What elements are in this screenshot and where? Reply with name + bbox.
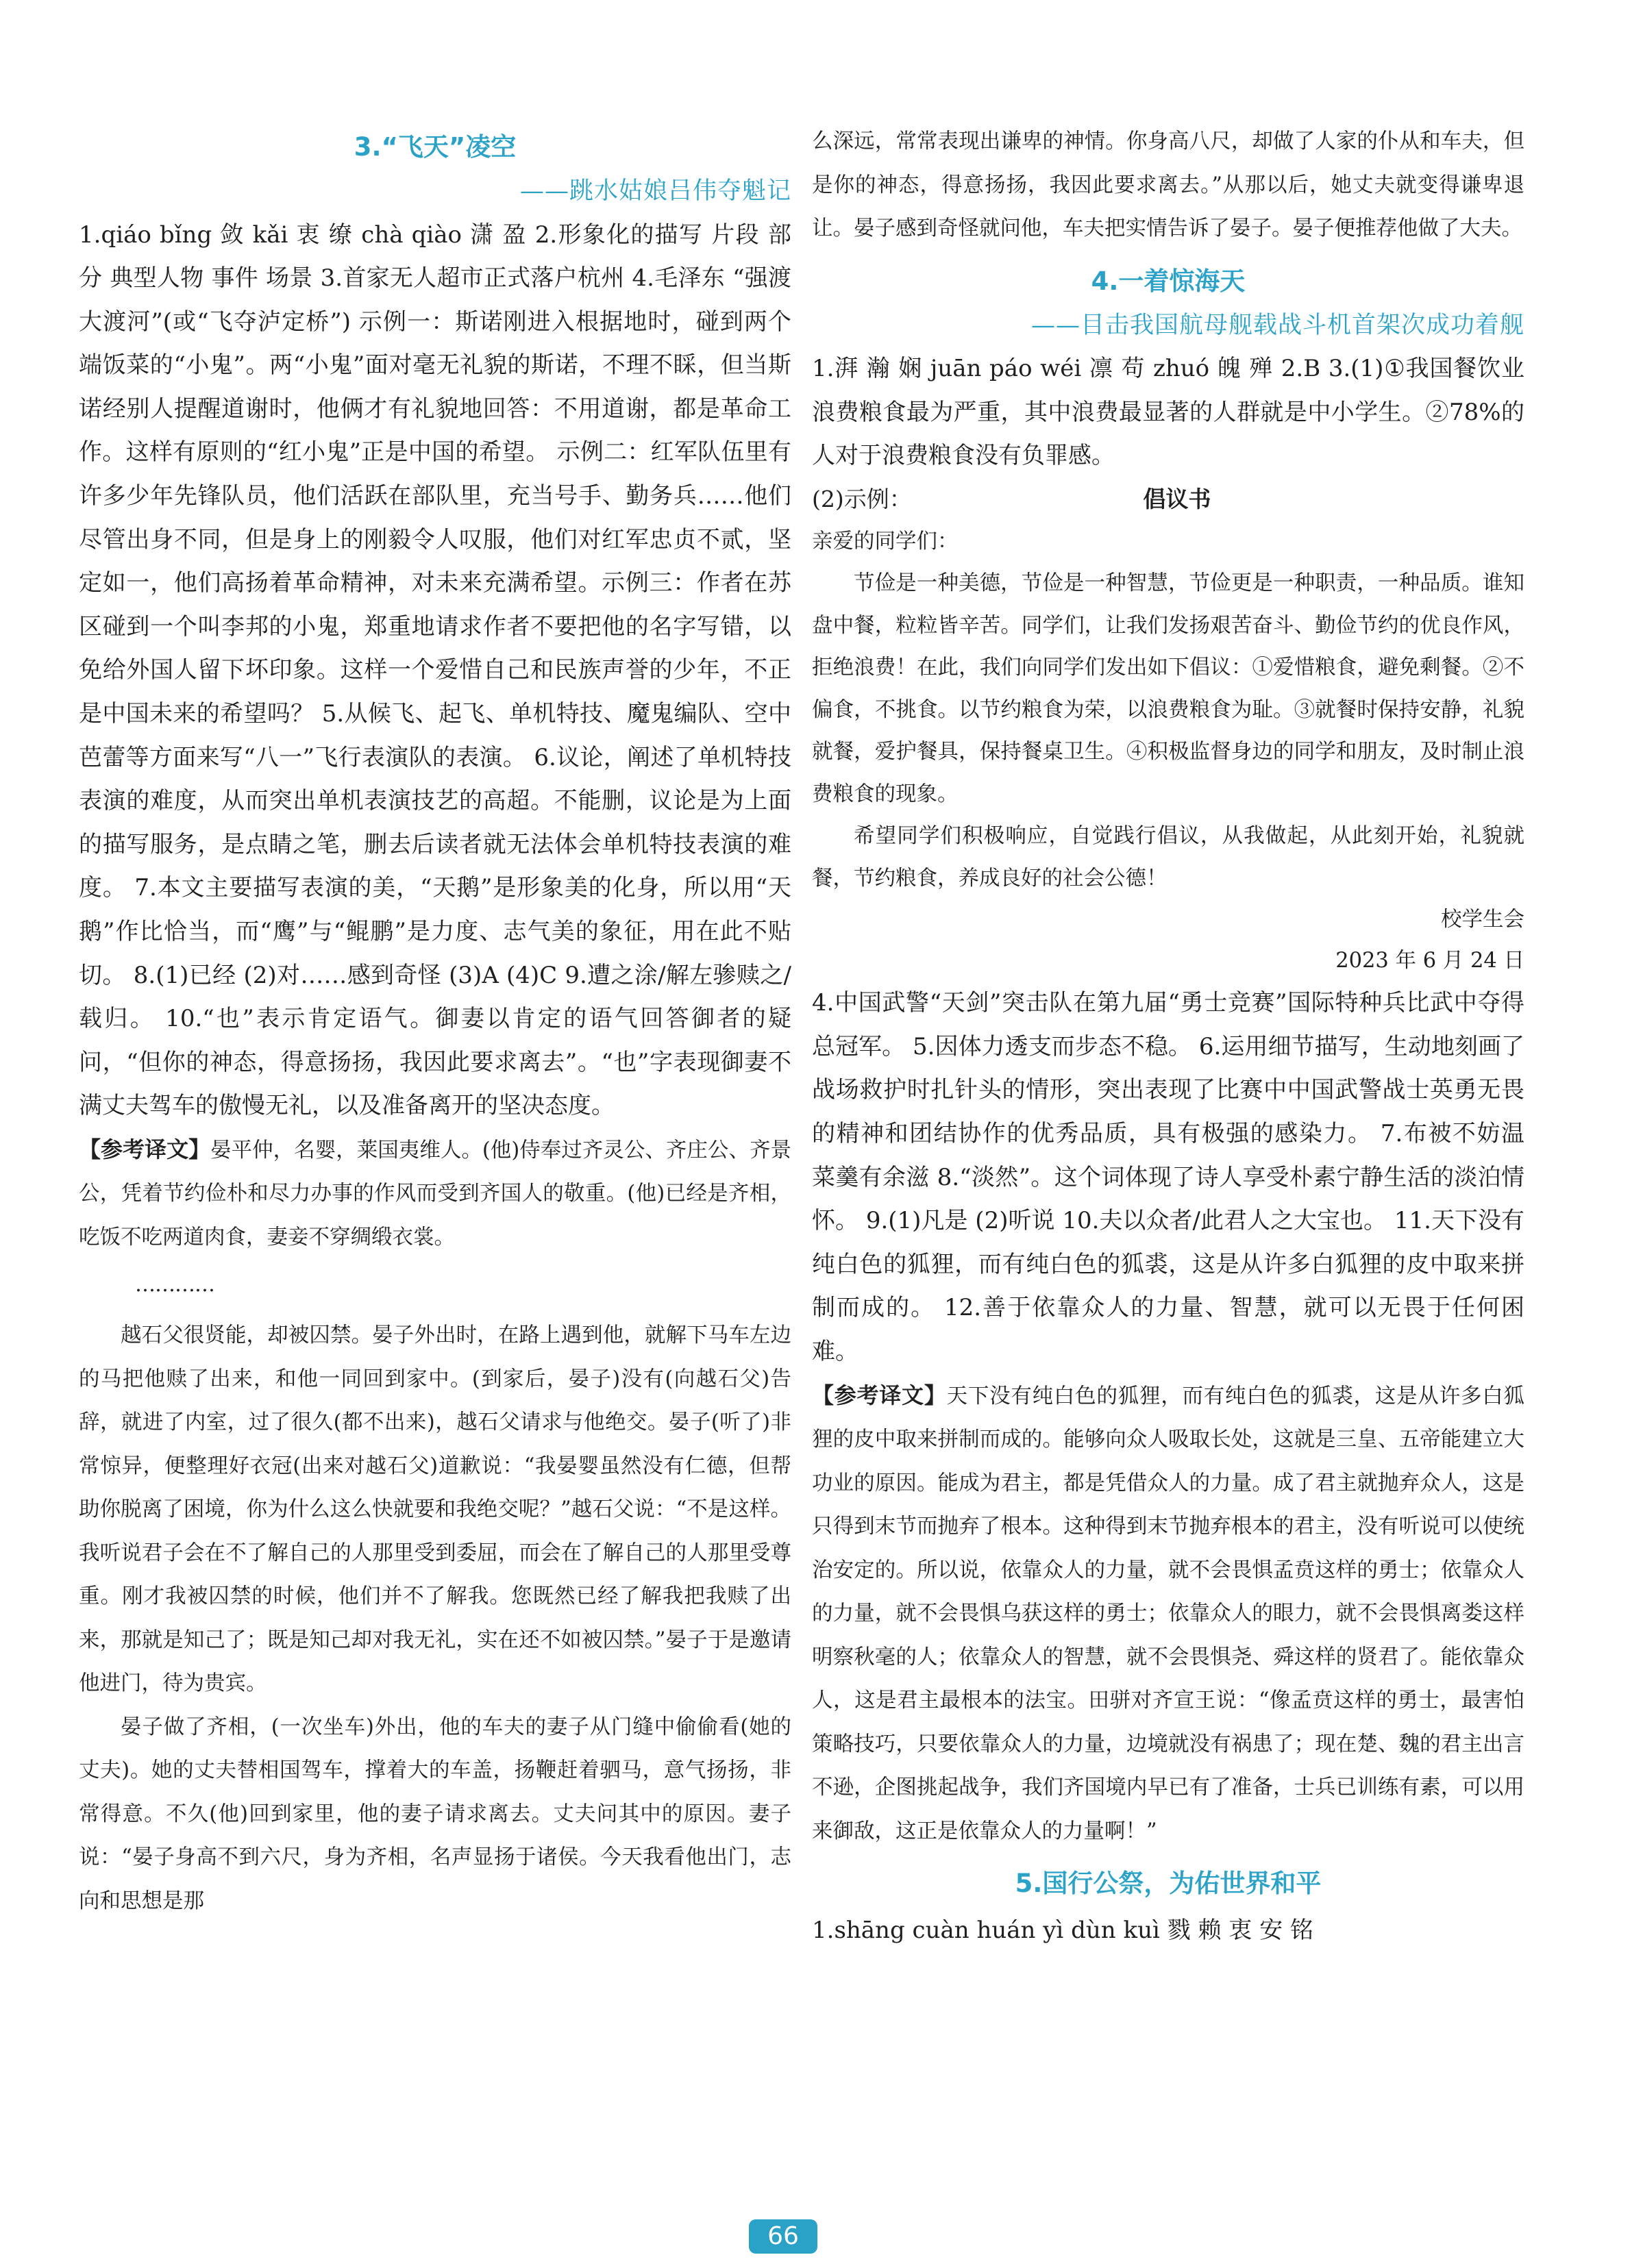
letter-paragraph-1: 节俭是一种美德，节俭是一种智慧，节俭更是一种职责，一种品质。谁知盘中餐，粒粒皆辛苦。同学们，让我们发扬艰苦奋斗、勤俭节约的优良作风，拒绝浪费！在此，我们向同学们发出如下倡议：①爱惜粮食，避免剩餐。②不偏食，不挑食。以节约粮食为荣，以浪费粮食为耻。③就餐时保持安静，礼貌就餐，爱护餐具，保持餐桌卫生。④积极监督身边的同学和朋友，及时制止浪费粮食的现象。 bbox=[812, 571, 1524, 806]
reference-tag: 【参考译文】 bbox=[812, 1382, 947, 1408]
section-4-title: 4.一着惊海天 bbox=[1091, 266, 1246, 296]
section-3-subtitle: ——跳水姑娘吕伟夺魁记 bbox=[519, 177, 791, 205]
letter-paragraph-2: 希望同学们积极响应，自觉践行倡议，从我做起，从此刻开始，礼貌就餐，节约粮食，养成良好的社会公德！ bbox=[812, 824, 1524, 890]
letter-title: 倡议书 bbox=[1143, 485, 1211, 512]
left-column bbox=[79, 116, 791, 1923]
reference-translation-2 bbox=[812, 1374, 1524, 1854]
continued-translation: 么深远，常常表现出谦卑的神情。你身高八尺，却做了人家的仆从和车夫，但是你的神态，得意扬扬，我因此要求离去。”从那以后，她丈夫就变得谦卑退让。晏子感到奇怪就问他，车夫把实情告诉了晏子。晏子便推荐他做了大夫。 bbox=[812, 129, 1524, 240]
reference-text: 天下没有纯白色的狐狸，而有纯白色的狐裘，这是从许多白狐狸的皮中取来拼制而成的。能够向众人吸取长处，这就是三皇、五帝能建立大功业的原因。能成为君主，都是凭借众人的力量。成了君主就抛弃众人，这是只得到末节而抛弃了根本。这种得到末节抛弃根本的君主，没有听说可以使统治安定的。所以说，依靠众人的力量，就不会畏惧孟贲这样的勇士；依靠众人的力量，就不会畏惧乌获这样的勇士；依靠众人的眼力，就不会畏惧离娄这样明察秋毫的人；依靠众人的智慧，就不会畏惧尧、舜这样的贤君了。能依靠众人，这是君主最根本的法宝。田骈对齐宣王说：“像孟贲这样的勇士，最害怕策略技巧，只要依靠众人的力量，边境就没有祸患了；现在楚、魏的君主出言不逊，企图挑起战争，我们齐国境内早已有了准备，士兵已训练有素，可以用来御敌，这正是依靠众人的力量啊！” bbox=[812, 1384, 1524, 1843]
section-4-answers-a: 1.湃 瀚 娴 juān páo wéi 凛 苟 zhuó 魄 殚 2.B 3.(1)①我国餐饮业浪费粮食最为严重，其中浪费最显著的人群就是中小学生。②78%的人对于浪费粮食没有负罪感。 bbox=[812, 355, 1524, 470]
letter-header bbox=[812, 478, 1524, 521]
right-column bbox=[812, 120, 1524, 1953]
reference-paragraph-3: 晏子做了齐相，(一次坐车)外出，他的车夫的妻子从门缝中偷偷看(她的丈夫)。她的丈夫替相国驾车，撑着大的车盖，扬鞭赶着驷马，意气扬扬，非常得意。不久(他)回到家里，他的妻子请求离去。丈夫问其中的原因。妻子说：“晏子身高不到六尺，身为齐相，名声显扬于诸侯。今天我看他出门，志向和思想是那 bbox=[79, 1715, 791, 1913]
page-number: 66 bbox=[749, 2219, 817, 2254]
section-5-answers: 1.shāng cuàn huán yì dùn kuì 戮 赖 衷 安 铭 bbox=[812, 1917, 1313, 1945]
section-4-answers-b: 4.中国武警“天剑”突击队在第九届“勇士竞赛”国际特种兵比武中夺得总冠军。 5.因体力透支而步态不稳。 6.运用细节描写，生动地刻画了战场救护时扎针头的情形，突出表现了比赛中中国武警战士英勇无畏的精神和团结协作的优秀品质，具有极强的感染力。 7.布被不妨温 菜羹有余滋 8.“淡然”。这个词体现了诗人享受朴素宁静生活的淡泊情怀。 9.(1)凡是 (2)听说 10.夫以众者/此君人之大宝也。 11.天下没有纯白色的狐狸，而有纯白色的狐裘，这是从许多白狐狸的皮中取来拼制而成的。 12.善于依靠众人的力量、智慧，就可以无畏于任何困难。 bbox=[812, 989, 1524, 1366]
reference-paragraph-1: 晏平仲，名婴，莱国夷维人。(他)侍奉过齐灵公、齐庄公、齐景公，凭着节约俭朴和尽力办事的作风而受到齐国人的敬重。(他)已经是齐相，吃饭不吃两道肉食，妻妾不穿绸缎衣裳。 bbox=[79, 1138, 791, 1249]
reference-translation-1 bbox=[79, 1128, 791, 1260]
ellipsis-separator: ………… bbox=[135, 1273, 214, 1297]
letter-example-label: (2)示例： bbox=[812, 485, 912, 512]
letter-signature: 校学生会 bbox=[1441, 908, 1524, 932]
section-3-title: 3.“飞天”凌空 bbox=[354, 132, 517, 162]
section-4-subtitle: ——目击我国航母舰载战斗机首架次成功着舰 bbox=[1030, 311, 1524, 339]
reference-paragraph-2: 越石父很贤能，却被囚禁。晏子外出时，在路上遇到他，就解下马车左边的马把他赎了出来，和他一同回到家中。(到家后，晏子)没有(向越石父)告辞，就进了内室，过了很久(都不出来)，越石父请求与他绝交。晏子(听了)非常惊异，便整理好衣冠(出来对越石父)道歉说：“我晏婴虽然没有仁德，但帮助你脱离了困境，你为什么这么快就要和我绝交呢？”越石父说：“不是这样。我听说君子会在不了解自己的人那里受到委屈，而会在了解自己的人那里受尊重。刚才我被囚禁的时候，他们并不了解我。您既然已经了解我把我赎了出来，那就是知己了；既是知己却对我无礼，实在还不如被囚禁。”晏子于是邀请他进门，待为贵宾。 bbox=[79, 1323, 791, 1696]
letter-greeting: 亲爱的同学们： bbox=[812, 529, 959, 553]
letter-date: 2023 年 6 月 24 日 bbox=[1335, 949, 1524, 973]
section-5-title: 5.国行公祭，为佑世界和平 bbox=[1015, 1869, 1322, 1899]
reference-tag: 【参考译文】 bbox=[79, 1136, 211, 1162]
section-3-answers: 1.qiáo bǐng 敛 kǎi 衷 缭 chà qiào 潇 盈 2.形象化的描写 片段 部分 典型人物 事件 场景 3.首家无人超市正式落户杭州 4.毛泽东 “强渡大渡河”(或“飞夺泸定桥”) 示例一：斯诺刚进入根据地时，碰到两个端饭菜的“小鬼”。两“小鬼”面对毫无礼貌的斯诺，不理不睬，但当斯诺经别人提醒道谢时，他俩才有礼貌地回答：不用道谢，都是革命工作。这样有原则的“红小鬼”正是中国的希望。 示例二：红军队伍里有许多少年先锋队员，他们活跃在部队里，充当号手、勤务兵……他们尽管出身不同，但是身上的刚毅令人叹服，他们对红军忠贞不贰，坚定如一，他们高扬着革命精神，对未来充满希望。示例三：作者在苏区碰到一个叫李邦的小鬼，郑重地请求作者不要把他的名字写错，以免给外国人留下坏印象。这样一个爱惜自己和民族声誉的少年，不正是中国未来的希望吗？ 5.从候飞、起飞、单机特技、魔鬼编队、空中芭蕾等方面来写“八一”飞行表演队的表演。 6.议论，阐述了单机特技表演的难度，从而突出单机表演技艺的高超。不能删，议论是为上面的描写服务，是点睛之笔，删去后读者就无法体会单机特技表演的难度。 7.本文主要描写表演的美，“天鹅”是形象美的化身，所以用“天鹅”作比恰当，而“鹰”与“鲲鹏”是力度、志气美的象征，用在此不贴切。 8.(1)已经 (2)对……感到奇怪 (3)A (4)C 9.遭之涂/解左骖赎之/载归。 10.“也”表示肯定语气。御妻以肯定的语气回答御者的疑问，“但你的神态，得意扬扬，我因此要求离去”。“也”字表现御妻不满丈夫驾车的傲慢无礼，以及准备离开的坚决态度。 bbox=[79, 221, 791, 1120]
